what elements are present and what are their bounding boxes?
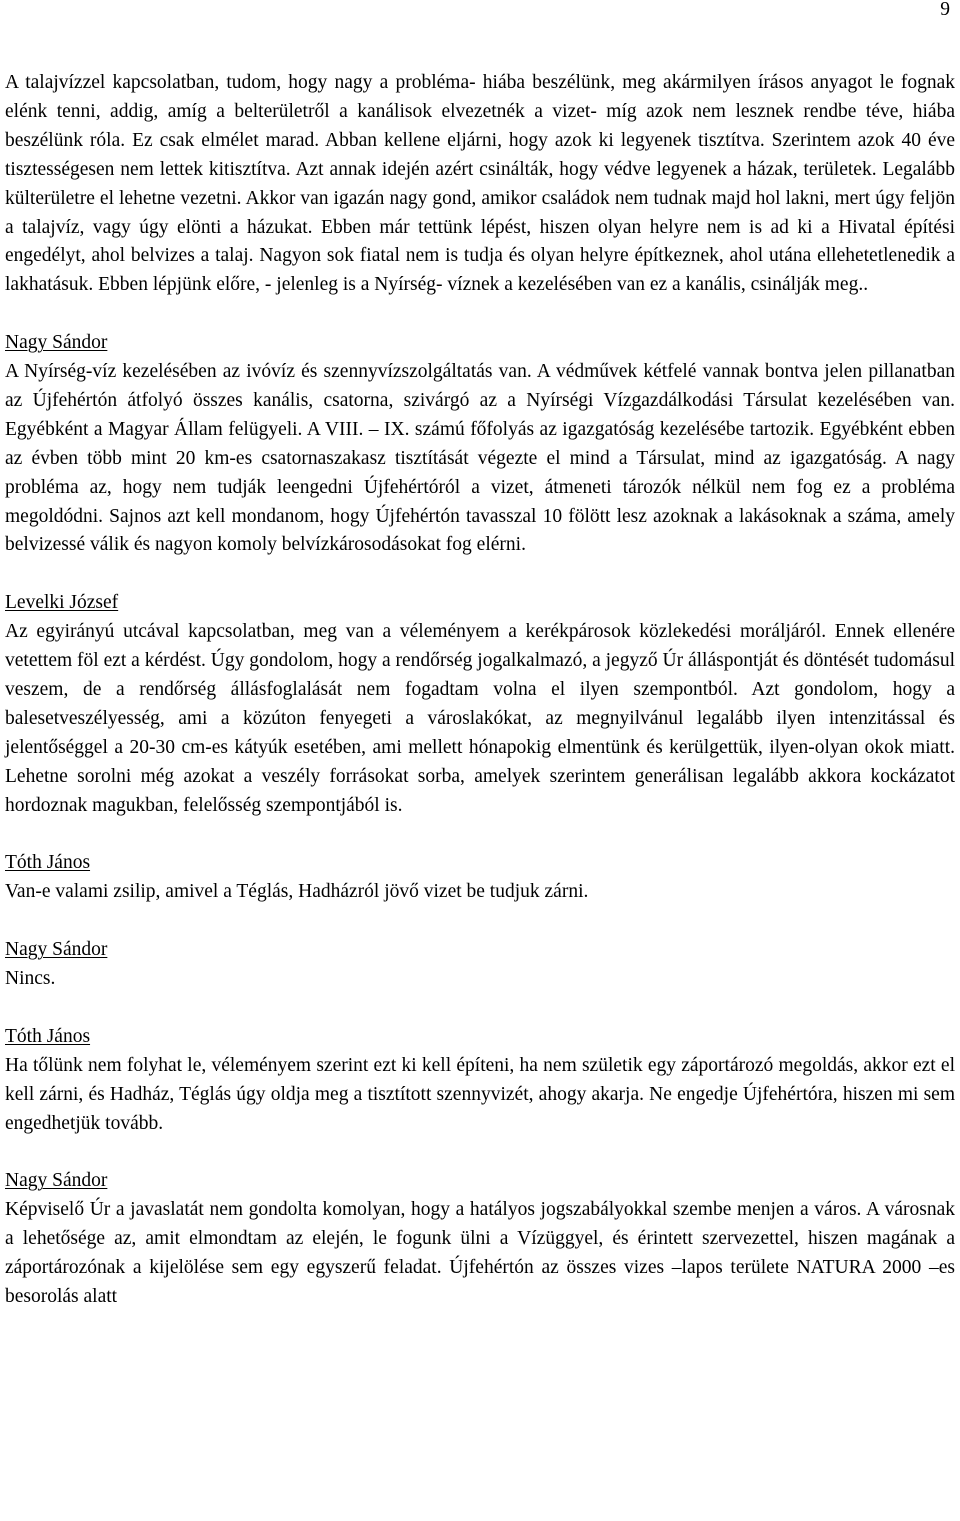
paragraph-gap: [5, 300, 955, 329]
paragraph-gap: [5, 1138, 955, 1167]
speaker-name: Nagy Sándor: [5, 939, 108, 961]
speech-paragraph: Van-e valami zsilip, amivel a Téglás, Hadházról jövő vizet be tudjuk zárni.: [5, 881, 589, 903]
speech-paragraph: Képviselő Úr a javaslatát nem gondolta komolyan, hogy a hatályos jogszabályokkal szembe menjen a város. A városnak a lehetősége az, amit elmondtam az elején, le fogunk ülni a Vízüggyel, és érintett szervezettel, hiszen magának a záportározónak a kijelölése sem egy egyszerű feladat. Újfehértón az összes vizes –lapos területe NATURA 2000 –es besorolás alatt: [5, 1199, 955, 1307]
speech-paragraph: Ha tőlünk nem folyhat le, véleményem szerint ezt ki kell építeni, ha nem születik egy záportározó megoldás, akkor ezt el kell zárni, és Hadház, Téglás úgy oldja meg a tisztított szennyvizét, ahogy akarja. Ne engedje Újfehértóra, hiszen mi sem engedhetjük tovább.: [5, 1054, 955, 1134]
paragraph-gap: [5, 821, 955, 850]
speaker-name: Nagy Sándor: [5, 332, 108, 354]
document-body: [5, 69, 955, 1312]
speech-paragraph: A Nyírség-víz kezelésében az ivóvíz és szennyvízszolgáltatás van. A védművek kétfelé vannak bontva jelen pillanatban az Újfehértón átfolyó összes kanális, csatorna, szivárgó az a Nyírségi Vízgazdálkodási Társulat kezelésében van. Egyébként a Magyar Állam felügyeli. A VIII. – IX. számú főfolyás az igazgatóság kezelésébe tartozik. Egyébként ebben az évben több mint 20 km-es csatornaszakasz tisztítását végezte el mind a Társulat, mind az igazgatóság. A nagy probléma az, hogy nem tudják leengedni Újfehértóról a vizet, átmeneti tározók nélkül nem fog ez a probléma megoldódni. Sajnos azt kell mondanom, hogy Újfehértón tavasszal 10 fölött lesz azoknak a lakásoknak a száma, amely belvizessé válik és nagyon komoly belvízkárosodásokat fog elérni.: [5, 361, 955, 556]
speaker-name: Tóth János: [5, 852, 91, 874]
speaker-name: Levelki József: [5, 592, 119, 614]
speech-paragraph: Az egyirányú utcával kapcsolatban, meg van a véleményem a kerékpárosok közlekedési moráljáról. Ennek ellenére vetettem föl ezt a kérdést. Úgy gondolom, hogy a rendőrség jogalkalmazó, a jegyző Úr álláspontját és döntését tudomásul veszem, de a rendőrség állásfoglalását nem fogadtam volna el ilyen szempontból. Azt gondolom, hogy a balesetveszélyesség, ami a közúton fenyegeti a városlakókat, az megnyilvánul legalább ilyen intenzitással és jelentőséggel a 20-30 cm-es kátyúk esetében, ami mellett hónapokig elmentünk és kerülgettük, ilyen-olyan okok miatt. Lehetne sorolni még azokat a veszély forrásokat sorba, amelyek szerintem generálisan legalább akkora kockázatot hordoznak magukban, felelősség szempontjából is.: [5, 621, 955, 816]
paragraph-intro: A talajvízzel kapcsolatban, tudom, hogy nagy a probléma- hiába beszélünk, meg akármilyen írásos anyagot le fognak elénk tenni, addig, amíg a belterületről a kanálisok elvezetnék a vizet- míg azok nem lesznek rendbe téve, hiába beszélünk róla. Ez csak elmélet marad. Abban kellene eljárni, hogy azok ki legyenek tisztítva. Szerintem azok 40 éve tisztességesen nem lettek kitisztítva. Azt annak idején azért csinálták, hogy védve legyenek a házak, területek. Legalább külterületre el lehetne vezetni. Akkor van igazán nagy gond, amikor családok nem tudnak majd hol lakni, mert úgy feljön a talajvíz, vagy úgy elönti a házukat. Ebben már tettünk lépést, hiszen olyan helyre nem is ad ki a Hivatal építési engedélyt, ahol belvizes a talaj. Nagyon sok fiatal nem is tudja és olyan helyre építkeznek, ahol utána ellehetetlenedik a lakhatásuk. Ebben lépjünk előre, - jelenleg is a Nyírség- víznek a kezelésében van ez a kanális, csinálják meg..: [5, 72, 955, 296]
speech-paragraph: Nincs.: [5, 968, 56, 990]
paragraph-gap: [5, 994, 955, 1023]
page-number: 9: [940, 0, 950, 20]
paragraph-gap: [5, 560, 955, 589]
speaker-name: Tóth János: [5, 1025, 91, 1047]
paragraph-gap: [5, 907, 955, 936]
speaker-name: Nagy Sándor: [5, 1170, 108, 1192]
